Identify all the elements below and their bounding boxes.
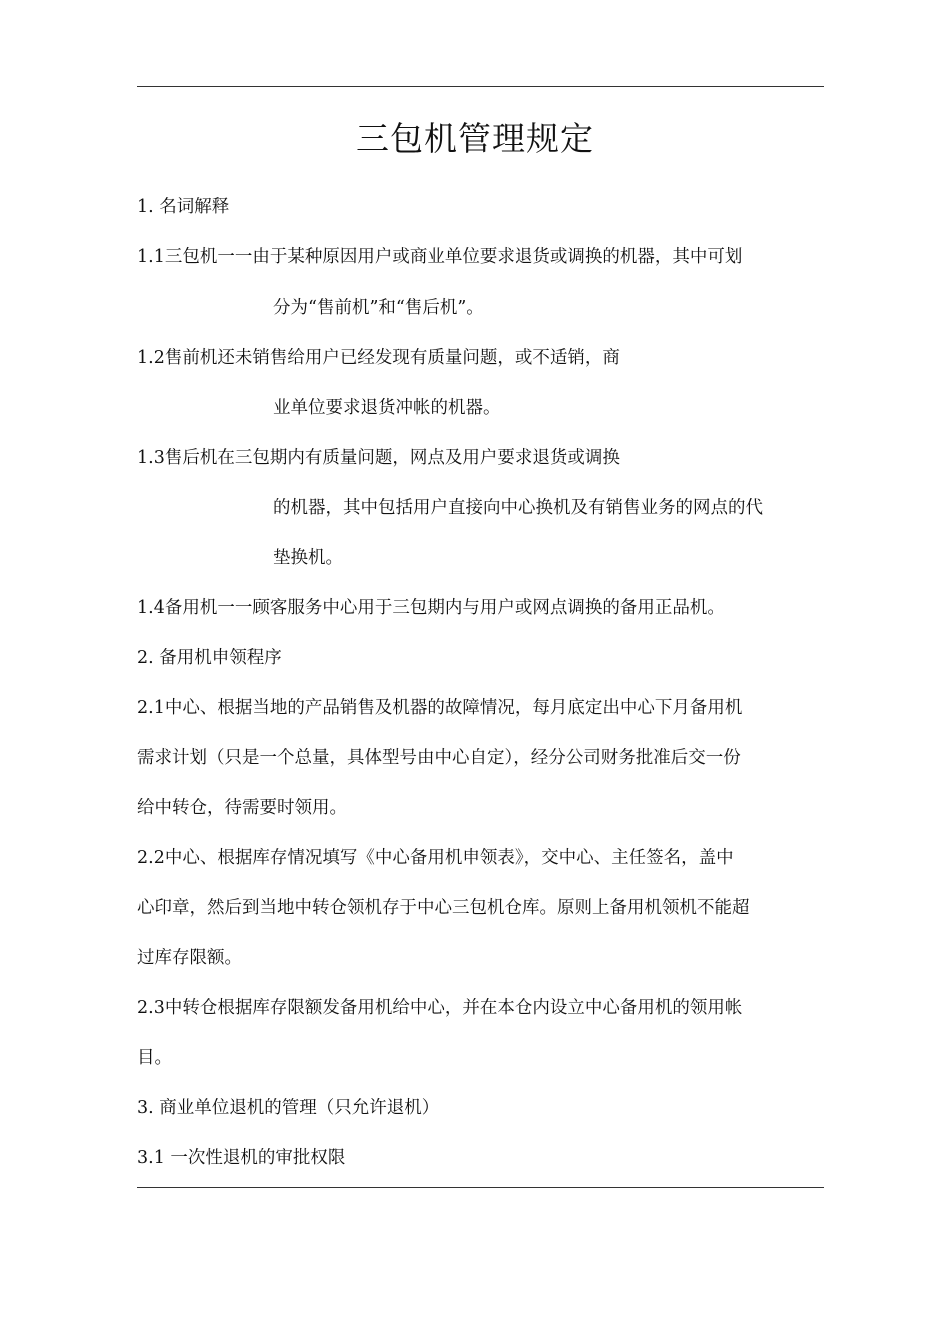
clause-2-3-cont: 目。 bbox=[137, 1048, 172, 1068]
clause-2-2-cont: 过库存限额。 bbox=[137, 948, 242, 968]
clause-1-2: 1.2售前机还未销售给用户已经发现有质量问题，或不适销，商 bbox=[137, 348, 620, 368]
clause-2-2-cont: 心印章，然后到当地中转仓领机存于中心三包机仓库。原则上备用机领机不能超 bbox=[137, 898, 750, 918]
clause-2-1-cont: 需求计划（只是一个总量，具体型号由中心自定），经分公司财务批准后交一份 bbox=[137, 748, 741, 768]
clause-3-1: 3.1 一次性退机的审批权限 bbox=[137, 1148, 346, 1168]
clause-1-3-cont: 的机器，其中包括用户直接向中心换机及有销售业务的网点的代 bbox=[273, 498, 763, 518]
heading-3: 3. 商业单位退机的管理（只允许退机） bbox=[137, 1098, 440, 1118]
heading-1: 1. 名词解释 bbox=[137, 197, 230, 217]
clause-1-1-cont: 分为“售前机”和“售后机”。 bbox=[273, 298, 484, 318]
clause-1-4: 1.4备用机一一顾客服务中心用于三包期内与用户或网点调换的备用正品机。 bbox=[137, 598, 725, 618]
clause-2-1-cont: 给中转仓，待需要时领用。 bbox=[137, 798, 347, 818]
footer-rule bbox=[137, 1187, 824, 1188]
clause-2-2: 2.2中心、根据库存情况填写《中心备用机申领表》，交中心、主任签名，盖中 bbox=[137, 848, 734, 868]
header-rule bbox=[137, 86, 824, 87]
clause-1-1: 1.1三包机一一由于某种原因用户或商业单位要求退货或调换的机器，其中可划 bbox=[137, 247, 743, 267]
document-title: 三包机管理规定 bbox=[356, 119, 594, 158]
clause-1-3-cont: 垫换机。 bbox=[273, 548, 343, 568]
clause-1-2-cont: 业单位要求退货冲帐的机器。 bbox=[273, 398, 501, 418]
clause-2-3: 2.3中转仓根据库存限额发备用机给中心，并在本仓内设立中心备用机的领用帐 bbox=[137, 998, 743, 1018]
clause-2-1: 2.1中心、根据当地的产品销售及机器的故障情况，每月底定出中心下月备用机 bbox=[137, 698, 743, 718]
clause-1-3: 1.3售后机在三包期内有质量问题，网点及用户要求退货或调换 bbox=[137, 448, 620, 468]
heading-2: 2. 备用机申领程序 bbox=[137, 648, 282, 668]
